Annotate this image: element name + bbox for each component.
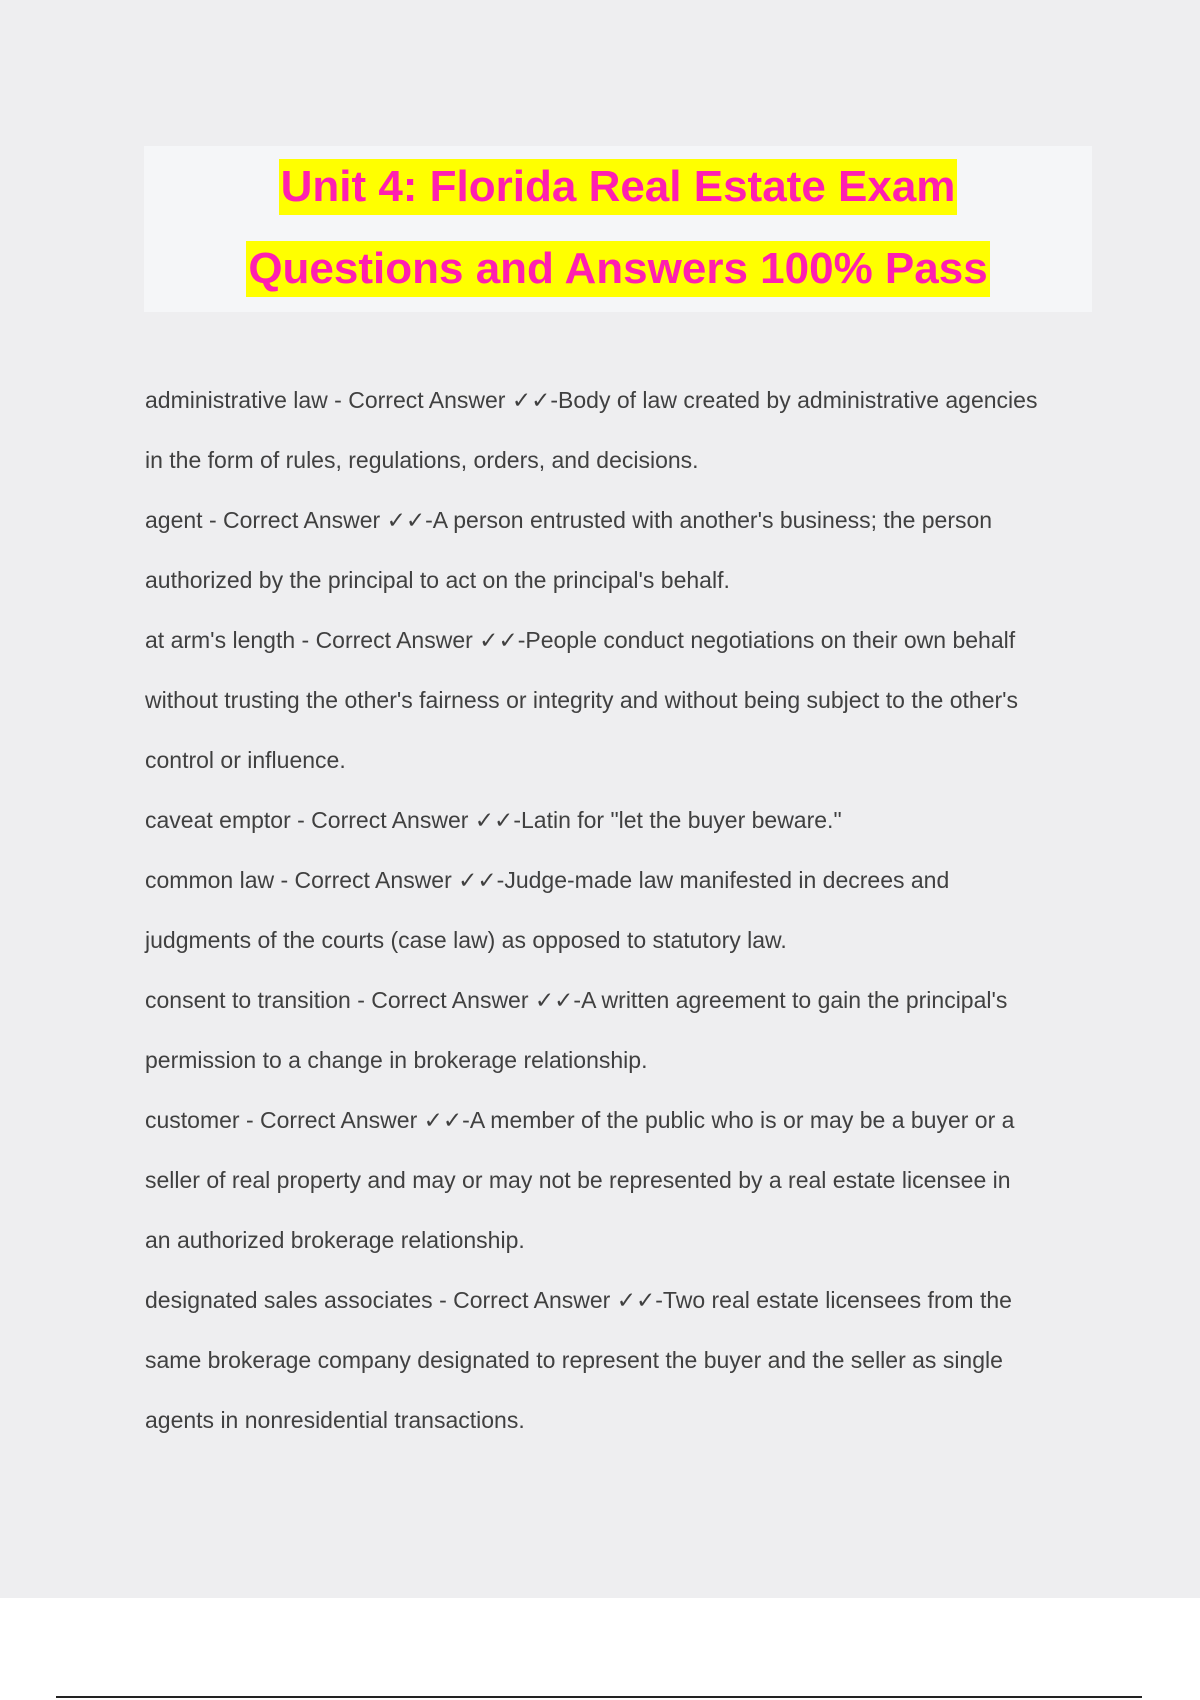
entry-text-line: authorized by the principal to act on the principal's behalf. — [145, 567, 730, 593]
entry-text-line: in the form of rules, regulations, orders, and decisions. — [145, 447, 699, 473]
qa-entry — [145, 370, 1095, 490]
entry-text-line: agents in nonresidential transactions. — [145, 1407, 525, 1433]
entry-text-line: seller of real property and may or may not be represented by a real estate licensee in — [145, 1167, 1011, 1193]
qa-entry — [145, 1270, 1095, 1450]
entry-text-line: consent to transition - Correct Answer ✓✓-A written agreement to gain the principal's — [145, 987, 1008, 1013]
entry-text-line: judgments of the courts (case law) as opposed to statutory law. — [145, 927, 787, 953]
title-block — [144, 146, 1092, 312]
qa-entry — [145, 1090, 1095, 1270]
qa-entry — [145, 790, 1095, 850]
page-title-line-1: Unit 4: Florida Real Estate Exam — [279, 159, 958, 215]
qa-list — [145, 370, 1095, 1450]
entry-text-line: common law - Correct Answer ✓✓-Judge-made law manifested in decrees and — [145, 867, 950, 893]
qa-entry — [145, 610, 1095, 790]
entry-text-line: agent - Correct Answer ✓✓-A person entrusted with another's business; the person — [145, 507, 993, 533]
entry-text-line: permission to a change in brokerage relationship. — [145, 1047, 648, 1073]
page-footer-area — [0, 1598, 1200, 1700]
entry-text-line: designated sales associates - Correct Answer ✓✓-Two real estate licensees from the — [145, 1287, 1012, 1313]
entry-text-line: control or influence. — [145, 747, 346, 773]
entry-text-line: an authorized brokerage relationship. — [145, 1227, 525, 1253]
footer-divider — [56, 1696, 1142, 1698]
page-title-line-2: Questions and Answers 100% Pass — [246, 241, 989, 297]
qa-entry — [145, 970, 1095, 1090]
qa-entry — [145, 850, 1095, 970]
entry-text-line: customer - Correct Answer ✓✓-A member of the public who is or may be a buyer or a — [145, 1107, 1015, 1133]
entry-text-line: at arm's length - Correct Answer ✓✓-People conduct negotiations on their own behalf — [145, 627, 1016, 653]
entry-text-line: same brokerage company designated to represent the buyer and the seller as single — [145, 1347, 1003, 1373]
entry-text-line: without trusting the other's fairness or integrity and without being subject to the other's — [145, 687, 1019, 713]
entry-text-line: caveat emptor - Correct Answer ✓✓-Latin for "let the buyer beware." — [145, 807, 842, 833]
entry-text-line: administrative law - Correct Answer ✓✓-Body of law created by administrative agencies — [145, 387, 1038, 413]
qa-entry — [145, 490, 1095, 610]
